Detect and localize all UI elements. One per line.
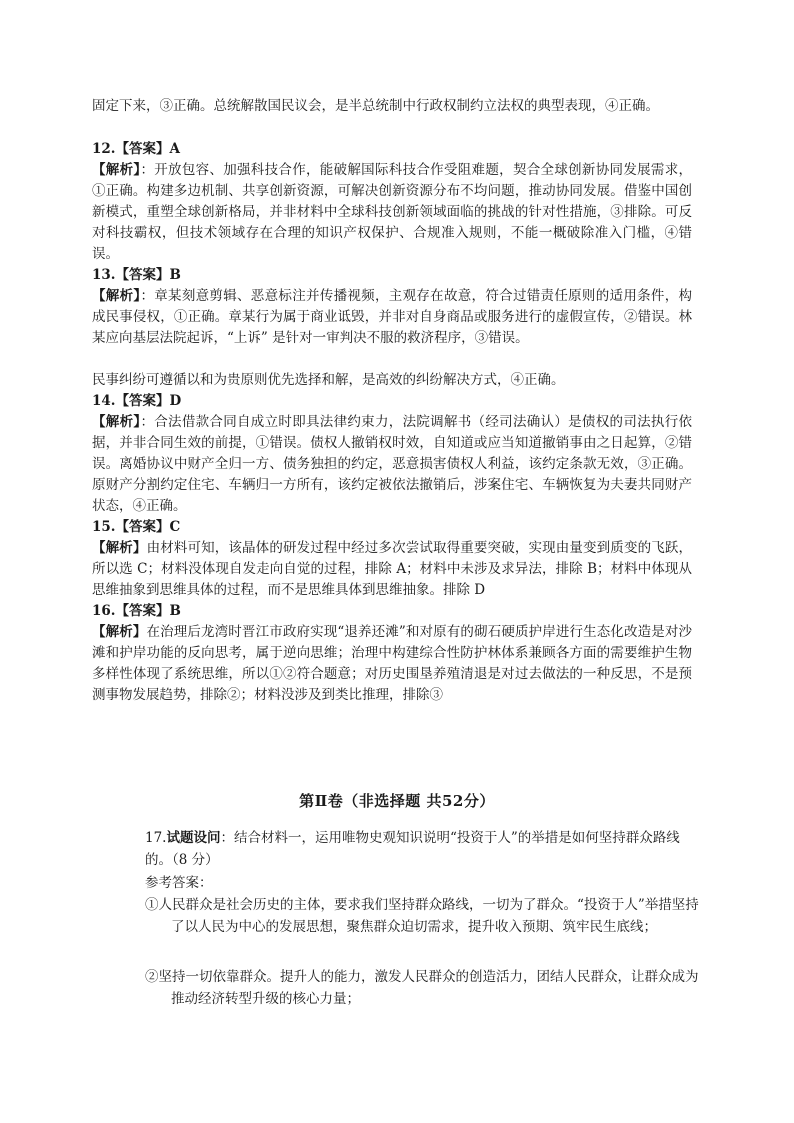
analysis-13 <box>92 286 692 349</box>
answer-14-heading: 14.【答案】D <box>92 393 182 409</box>
analysis-12 <box>92 160 692 265</box>
analysis-13-extra: 民事纠纷可遵循以和为贵原则优先选择和解，是高效的纠纷解决方式，④正确。 <box>92 372 565 388</box>
analysis-14-label: 【解析】 <box>92 414 141 430</box>
analysis-14 <box>92 412 692 517</box>
answer-12-heading: 12.【答案】A <box>92 141 180 157</box>
analysis-15 <box>92 538 692 601</box>
question-17-number: 17. <box>145 830 167 846</box>
analysis-12-label: 【解析】 <box>92 162 141 178</box>
analysis-16 <box>92 622 692 706</box>
answer-16-heading: 16.【答案】B <box>92 603 181 619</box>
analysis-13-label: 【解析】 <box>92 288 141 304</box>
answer-13-heading: 13.【答案】B <box>92 267 181 283</box>
analysis-16-text: 在治理后龙湾时晋江市政府实现“退养还滩”和对原有的砌石硬质护岸进行生态化改造是对沙滩和护岸功能的反向思考，属于逆向思维；治理中构建综合性防护林体系兼顾各方面的需要维护生物多样性体现了系统思维，所以①②符合题意；对历史围垦养殖清退是对过去做法的一种反思，不是预测事物发展趋势，排除②；材料没涉及到类比推理，排除③ <box>92 624 693 703</box>
answer-point-2: ②坚持一切依靠群众。提升人的能力，激发人民群众的创造活力，团结人民群众，让群众成为推动经济转型升级的核心力量； <box>145 969 699 1007</box>
continuation-paragraph: 固定下来，③正确。总统解散国民议会，是半总统制中行政权制约立法权的典型表现，④正确。 <box>92 98 659 114</box>
question-17-text: ：结合材料一，运用唯物史观知识说明“投资于人”的举措是如何坚持群众路线的。（8 分） <box>145 830 680 868</box>
analysis-15-text: 由材料可知，该晶体的研发过程中经过多次尝试取得重要突破，实现由量变到质变的飞跃，所以选 C；材料没体现自发走向自觉的过程，排除 A；材料中未涉及求异法，排除 B；材料中体现从思维抽象到思维具体的过程，而不是思维具体到思维抽象。排除 D <box>92 540 693 598</box>
question-17 <box>145 827 685 871</box>
answer-15-heading: 15.【答案】C <box>92 519 181 535</box>
section-2-title: 第Ⅱ卷（非选择题 共52分） <box>299 792 495 810</box>
analysis-13-text: ：章某刻意剪辑、恶意标注并传播视频，主观存在故意，符合过错责任原则的适用条件，构成民事侵权，①正确。章某行为属于商业诋毁，并非对自身商品或服务进行的虚假宣传，②错误。林某应向基层法院起诉，“上诉” 是针对一审判决不服的救济程序，③错误。 <box>92 288 693 346</box>
analysis-12-text: ：开放包容、加强科技合作，能破解国际科技合作受阻难题，契合全球创新协同发展需求，①正确。构建多边机制、共享创新资源，可解决创新资源分布不均问题，推动协同发展。借鉴中国创新模式，重塑全球创新格局，并非材料中全球科技创新领域面临的挑战的针对性措施，③排除。可反对科技霸权，但技术领域存在合理的知识产权保护、合规准入规则，不能一概破除准入门槛，④错误。 <box>92 162 693 262</box>
reference-answer-label: 参考答案： <box>145 875 213 891</box>
analysis-14-text: ：合法借款合同自成立时即具法律约束力，法院调解书（经司法确认）是债权的司法执行依据，并非合同生效的前提，①错误。债权人撤销权时效，自知道或应当知道撤销事由之日起算，②错误。离婚协议中财产全归一方、债务独担的约定，恶意损害债权人利益，该约定条款无效，③正确。原财产分割约定住宅、车辆归一方所有，该约定被依法撤销后，涉案住宅、车辆恢复为夫妻共同财产状态，④正确。 <box>92 414 693 514</box>
analysis-15-label: 【解析】 <box>92 540 147 556</box>
analysis-16-label: 【解析】 <box>92 624 147 640</box>
question-17-label: 试题设问 <box>166 830 221 846</box>
answer-point-1: ①人民群众是社会历史的主体，要求我们坚持群众路线，一切为了群众。“投资于人”举措坚持了以人民为中心的发展思想，聚焦群众迫切需求，提升收入预期、筑牢民生底线； <box>145 897 699 935</box>
